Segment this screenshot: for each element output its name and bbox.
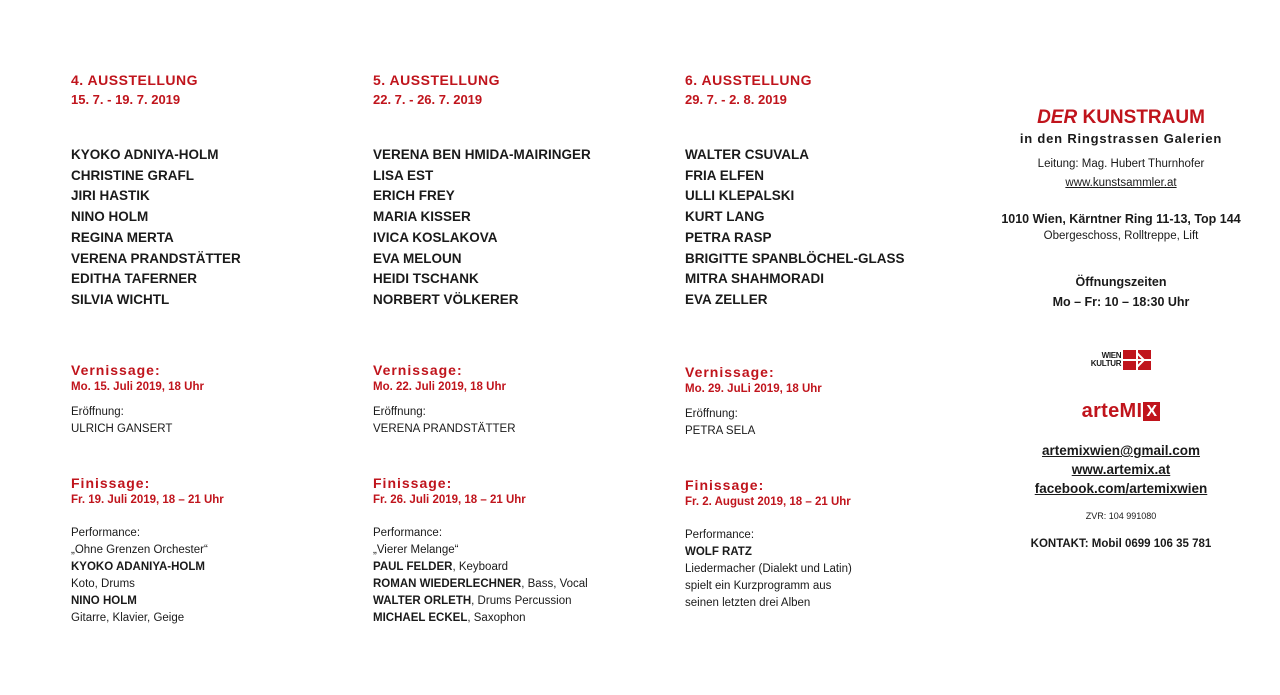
finissage-date: Fr. 2. August 2019, 18 – 21 Uhr bbox=[685, 496, 851, 508]
vernissage-date: Mo. 22. Juli 2019, 18 Uhr bbox=[373, 381, 506, 393]
exhibition-dates: 22. 7. - 26. 7. 2019 bbox=[373, 92, 483, 107]
performance-line: Performance: bbox=[71, 527, 141, 539]
artist-name: NINO HOLM bbox=[71, 209, 149, 225]
artist-name: MARIA KISSER bbox=[373, 209, 471, 225]
vernissage-label: Vernissage: bbox=[373, 362, 463, 378]
vernissage-date: Mo. 29. JuLi 2019, 18 Uhr bbox=[685, 383, 822, 395]
performance-line: ROMAN WIEDERLECHNER, Bass, Vocal bbox=[373, 578, 588, 590]
exhibition-column-5 bbox=[373, 70, 663, 624]
eroeffnung-label: Eröffnung: bbox=[71, 406, 124, 418]
leitung: Leitung: Mag. Hubert Thurnhofer bbox=[1037, 158, 1205, 170]
artist-name: WALTER CSUVALA bbox=[685, 147, 809, 162]
artist-name: BRIGITTE SPANBLÖCHEL-GLASS bbox=[685, 250, 905, 266]
finissage-label: Finissage: bbox=[71, 475, 151, 491]
performance-line: MICHAEL ECKEL, Saxophon bbox=[373, 612, 526, 624]
exhibition-column-6 bbox=[685, 70, 975, 609]
exhibition-column-4 bbox=[71, 70, 361, 624]
hours-label: Öffnungszeiten bbox=[1075, 275, 1167, 289]
performance-line: WOLF RATZ bbox=[685, 546, 752, 558]
artist-list bbox=[71, 145, 241, 311]
artist-name: SILVIA WICHTL bbox=[71, 291, 170, 307]
artist-name: IVICA KOSLAKOVA bbox=[373, 229, 498, 245]
artist-name: VERENA PRANDSTÄTTER bbox=[71, 250, 241, 266]
artemix-logo: arteMI X bbox=[1082, 400, 1161, 423]
kunstraum-subtitle: in den Ringstrassen Galerien bbox=[1019, 131, 1223, 146]
kontakt: KONTAKT: Mobil 0699 106 35 781 bbox=[1030, 538, 1212, 550]
vernissage-label: Vernissage: bbox=[685, 364, 775, 380]
artist-name: PETRA RASP bbox=[685, 229, 772, 245]
finissage-block bbox=[685, 476, 851, 510]
performance-line: WALTER ORLETH, Drums Percussion bbox=[373, 595, 572, 607]
performance-line: Performance: bbox=[373, 527, 443, 539]
performance-line: „Vierer Melange“ bbox=[373, 544, 459, 556]
performance-block bbox=[373, 525, 588, 627]
artist-name: EVA ZELLER bbox=[685, 291, 768, 307]
eroeffnung-block bbox=[71, 404, 172, 438]
wien-kultur-logo: WIEN KULTUR bbox=[1091, 350, 1152, 370]
performance-block bbox=[71, 525, 208, 627]
artist-name: KURT LANG bbox=[685, 209, 765, 225]
artist-name: EDITHA TAFERNER bbox=[71, 271, 197, 287]
finissage-label: Finissage: bbox=[373, 475, 453, 491]
finissage-date: Fr. 19. Juli 2019, 18 – 21 Uhr bbox=[71, 494, 224, 506]
vernissage-block bbox=[685, 363, 822, 397]
vernissage-date: Mo. 15. Juli 2019, 18 Uhr bbox=[71, 381, 204, 393]
finissage-block bbox=[373, 474, 526, 508]
vernissage-label: Vernissage: bbox=[71, 362, 161, 378]
vernissage-block bbox=[71, 361, 204, 395]
exhibition-title: 5. AUSSTELLUNG bbox=[373, 72, 501, 88]
performance-line: Performance: bbox=[685, 529, 755, 541]
eroeffnung-name: PETRA SELA bbox=[685, 425, 756, 437]
wien-flag-icon bbox=[1123, 350, 1151, 370]
artist-name: VERENA BEN HMIDA-MAIRINGER bbox=[373, 147, 591, 162]
performance-block bbox=[685, 527, 852, 612]
exhibition-dates: 29. 7. - 2. 8. 2019 bbox=[685, 92, 787, 107]
eroeffnung-label: Eröffnung: bbox=[373, 406, 426, 418]
finissage-date: Fr. 26. Juli 2019, 18 – 21 Uhr bbox=[373, 494, 526, 506]
info-panel bbox=[990, 106, 1252, 553]
performance-line: Gitarre, Klavier, Geige bbox=[71, 612, 185, 624]
address-note: Obergeschoss, Rolltreppe, Lift bbox=[1043, 230, 1199, 242]
email-link[interactable]: artemixwien@gmail.com bbox=[1042, 443, 1200, 458]
exhibition-dates: 15. 7. - 19. 7. 2019 bbox=[71, 92, 181, 107]
artemix-x-icon: X bbox=[1143, 402, 1160, 421]
performance-line: Koto, Drums bbox=[71, 578, 135, 590]
address: 1010 Wien, Kärntner Ring 11-13, Top 144 bbox=[1001, 212, 1241, 226]
exhibition-title: 6. AUSSTELLUNG bbox=[685, 72, 813, 88]
artist-name: JIRI HASTIK bbox=[71, 188, 150, 204]
artist-name: ERICH FREY bbox=[373, 188, 455, 204]
artist-name: REGINA MERTA bbox=[71, 229, 174, 245]
artist-name: FRIA ELFEN bbox=[685, 167, 764, 183]
performance-line: KYOKO ADANIYA-HOLM bbox=[71, 561, 205, 573]
hours: Mo – Fr: 10 – 18:30 Uhr bbox=[1052, 295, 1190, 309]
vernissage-block bbox=[373, 361, 506, 395]
artist-name: MITRA SHAHMORADI bbox=[685, 271, 824, 287]
artist-name: KYOKO ADNIYA-HOLM bbox=[71, 147, 219, 162]
performance-line: PAUL FELDER, Keyboard bbox=[373, 561, 509, 573]
artemix-website-link[interactable]: www.artemix.at bbox=[1071, 462, 1171, 477]
finissage-block bbox=[71, 474, 224, 508]
artist-name: HEIDI TSCHANK bbox=[373, 271, 479, 287]
eroeffnung-name: VERENA PRANDSTÄTTER bbox=[373, 423, 516, 435]
performance-line: „Ohne Grenzen Orchester“ bbox=[71, 544, 208, 556]
performance-line: seinen letzten drei Alben bbox=[685, 597, 811, 609]
performance-line: NINO HOLM bbox=[71, 595, 137, 607]
artist-list bbox=[373, 145, 591, 311]
artist-name: CHRISTINE GRAFL bbox=[71, 167, 194, 183]
zvr-number: ZVR: 104 991080 bbox=[1085, 511, 1157, 521]
performance-line: spielt ein Kurzprogramm aus bbox=[685, 580, 832, 592]
eroeffnung-name: ULRICH GANSERT bbox=[71, 423, 173, 435]
finissage-label: Finissage: bbox=[685, 477, 765, 493]
facebook-link[interactable]: facebook.com/artemixwien bbox=[1034, 481, 1208, 496]
artist-name: NORBERT VÖLKERER bbox=[373, 291, 519, 307]
eroeffnung-block bbox=[373, 404, 516, 438]
artist-name: LISA EST bbox=[373, 167, 434, 183]
artist-list bbox=[685, 145, 905, 311]
performance-line: Liedermacher (Dialekt und Latin) bbox=[685, 563, 852, 575]
eroeffnung-label: Eröffnung: bbox=[685, 408, 738, 420]
eroeffnung-block bbox=[685, 406, 755, 440]
exhibition-title: 4. AUSSTELLUNG bbox=[71, 72, 199, 88]
artist-name: ULLI KLEPALSKI bbox=[685, 188, 795, 204]
artist-name: EVA MELOUN bbox=[373, 250, 462, 266]
website-link[interactable]: www.kunstsammler.at bbox=[1065, 177, 1177, 189]
kunstraum-title: DER KUNSTRAUM bbox=[1037, 107, 1205, 128]
